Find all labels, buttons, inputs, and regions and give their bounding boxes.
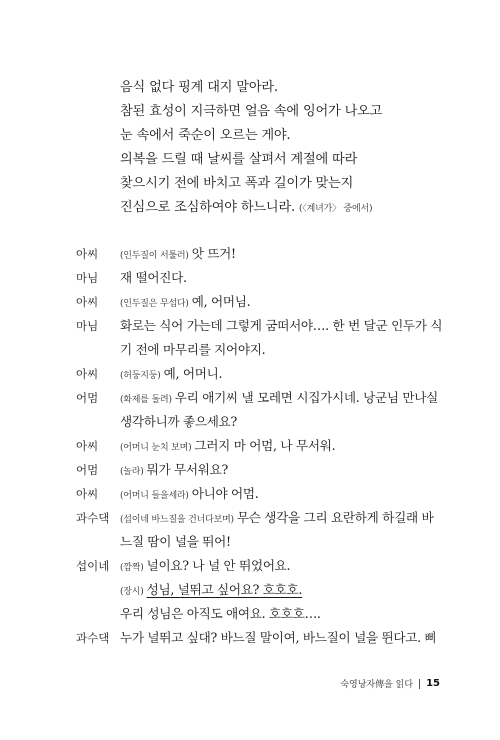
stage-direction: (허둥지둥) [120, 371, 161, 381]
stage-direction: (화제를 돌려) [120, 395, 172, 405]
dialogue-entry [76, 554, 476, 626]
dialogue-line [120, 314, 476, 338]
verse-text: 눈 속에서 죽순이 오르는 게야. [120, 128, 291, 143]
dialogue-lines [120, 242, 476, 266]
dialogue-entry [76, 434, 476, 458]
dialogue-entry [76, 266, 476, 290]
dialogue-line [120, 290, 476, 314]
dialogue-entry [76, 242, 476, 266]
speaker-name: 어멈 [76, 463, 99, 477]
dialogue-line [120, 266, 476, 290]
speaker-name: 아씨 [76, 487, 99, 501]
dialogue-line [120, 458, 476, 482]
dialogue-text: 아니야 어멈. [191, 486, 259, 501]
verse-text: 진심으로 조심하여야 하느니라. [120, 200, 295, 215]
dialogue-lines [120, 266, 476, 290]
dialogue-text: 누가 널뛰고 싶대? 바느질 말이여, 바느질이 널을 뛴다고. 삐 [120, 630, 437, 645]
page-number: 15 [426, 678, 440, 689]
dialogue-lines [120, 362, 476, 386]
dialogue-text: 앗 뜨거! [191, 246, 236, 261]
dialogue-text: 뭐가 무서워요? [146, 462, 228, 477]
verse-text: 찾으시기 전에 바치고 폭과 길이가 맞는지 [120, 176, 354, 191]
dialogue-lines [120, 482, 476, 506]
dialogue-line [120, 578, 476, 602]
dialogue-entry [76, 362, 476, 386]
verse-text: 음식 없다 핑계 대지 말아라. [120, 80, 278, 95]
dialogue-line [120, 362, 476, 386]
dialogue-text: 그러지 마 어멈, 나 무서워. [194, 438, 336, 453]
dialogue-text: 우리 성님은 아직도 애여요. 호호호…. [120, 606, 321, 621]
speaker-name: 아씨 [76, 439, 99, 453]
dialogue-line [120, 506, 476, 530]
verse-source: (〈계녀가〉 중에서) [298, 204, 373, 214]
dialogue-line [120, 338, 476, 362]
dialogue-lines [120, 290, 476, 314]
dialogue-text: 성님, 널뛰고 싶어요? 호호호. [146, 582, 303, 597]
speaker-name: 과수댁 [76, 511, 110, 525]
dialogue-lines [120, 458, 476, 482]
stage-direction: (놀라) [120, 467, 144, 477]
dialogue-line [120, 530, 476, 554]
dialogue-text: 생각하니까 좋으세요? [120, 414, 237, 429]
dialogue-line [120, 482, 476, 506]
dialogue-text: 기 전에 마무리를 지어야지. [120, 342, 266, 357]
stage-direction: (인두질이 서툴러) [120, 251, 189, 261]
speaker-name: 마님 [76, 319, 99, 333]
dialogue-block [76, 242, 476, 650]
dialogue-text: 우리 애기씨 낼 모레면 시집가시네. 낭군님 만나실 [174, 390, 438, 405]
dialogue-lines [120, 554, 476, 626]
dialogue-entry [76, 626, 476, 650]
dialogue-line [120, 626, 476, 650]
dialogue-entry [76, 386, 476, 434]
dialogue-line [120, 434, 476, 458]
speaker-name: 아씨 [76, 247, 99, 261]
dialogue-entry [76, 482, 476, 506]
dialogue-line [120, 554, 476, 578]
dialogue-line [120, 242, 476, 266]
verse-line [120, 172, 480, 196]
verse-line [120, 100, 480, 124]
speaker-name: 과수댁 [76, 631, 110, 645]
stage-direction: (섭이네 바느질을 건너다보며) [120, 515, 234, 525]
dialogue-entry [76, 314, 476, 362]
verse-line [120, 76, 480, 100]
dialogue-line [120, 386, 476, 410]
dialogue-line [120, 410, 476, 434]
speaker-name: 아씨 [76, 367, 99, 381]
speaker-name: 어멈 [76, 391, 99, 405]
dialogue-entry [76, 290, 476, 314]
speaker-name: 마님 [76, 271, 99, 285]
dialogue-text: 예, 어머니. [163, 366, 223, 381]
page-footer [300, 677, 440, 690]
dialogue-entry [76, 458, 476, 482]
stage-direction: (어머니 눈치 보며) [120, 443, 192, 453]
dialogue-entry [76, 506, 476, 554]
dialogue-lines [120, 626, 476, 650]
running-title: 숙영낭자傳을 읽다 [340, 680, 414, 690]
dialogue-text: 재 떨어진다. [120, 270, 187, 285]
verse-text: 의복을 드릴 때 날씨를 살펴서 계절에 따라 [120, 152, 358, 167]
dialogue-text: 느질 땀이 널을 뛰어! [120, 534, 231, 549]
speaker-name: 아씨 [76, 295, 99, 309]
verse-line [120, 148, 480, 172]
stage-direction: (인두질은 무섭다) [120, 299, 189, 309]
verse-block [120, 76, 480, 220]
stage-direction: (깜짝) [120, 563, 144, 573]
dialogue-text: 널이요? 나 널 안 뛰었어요. [146, 558, 291, 573]
stage-direction: (장시) [120, 587, 144, 597]
stage-direction: (어머니 들을세라) [120, 491, 189, 501]
speaker-name: 섭이네 [76, 559, 110, 573]
footer-divider [419, 679, 420, 689]
dialogue-lines [120, 314, 476, 362]
verse-text: 참된 효성이 지극하면 얼음 속에 잉어가 나오고 [120, 104, 383, 119]
dialogue-line [120, 602, 476, 626]
dialogue-text: 화로는 식어 가는데 그렇게 굼떠서야…. 한 번 달군 인두가 식 [120, 318, 443, 333]
dialogue-lines [120, 434, 476, 458]
verse-line [120, 124, 480, 148]
verse-line [120, 196, 480, 220]
dialogue-text: 무슨 생각을 그리 요란하게 하길래 바 [236, 510, 434, 525]
dialogue-text: 예, 어머님. [191, 294, 251, 309]
dialogue-lines [120, 506, 476, 554]
dialogue-lines [120, 386, 476, 434]
